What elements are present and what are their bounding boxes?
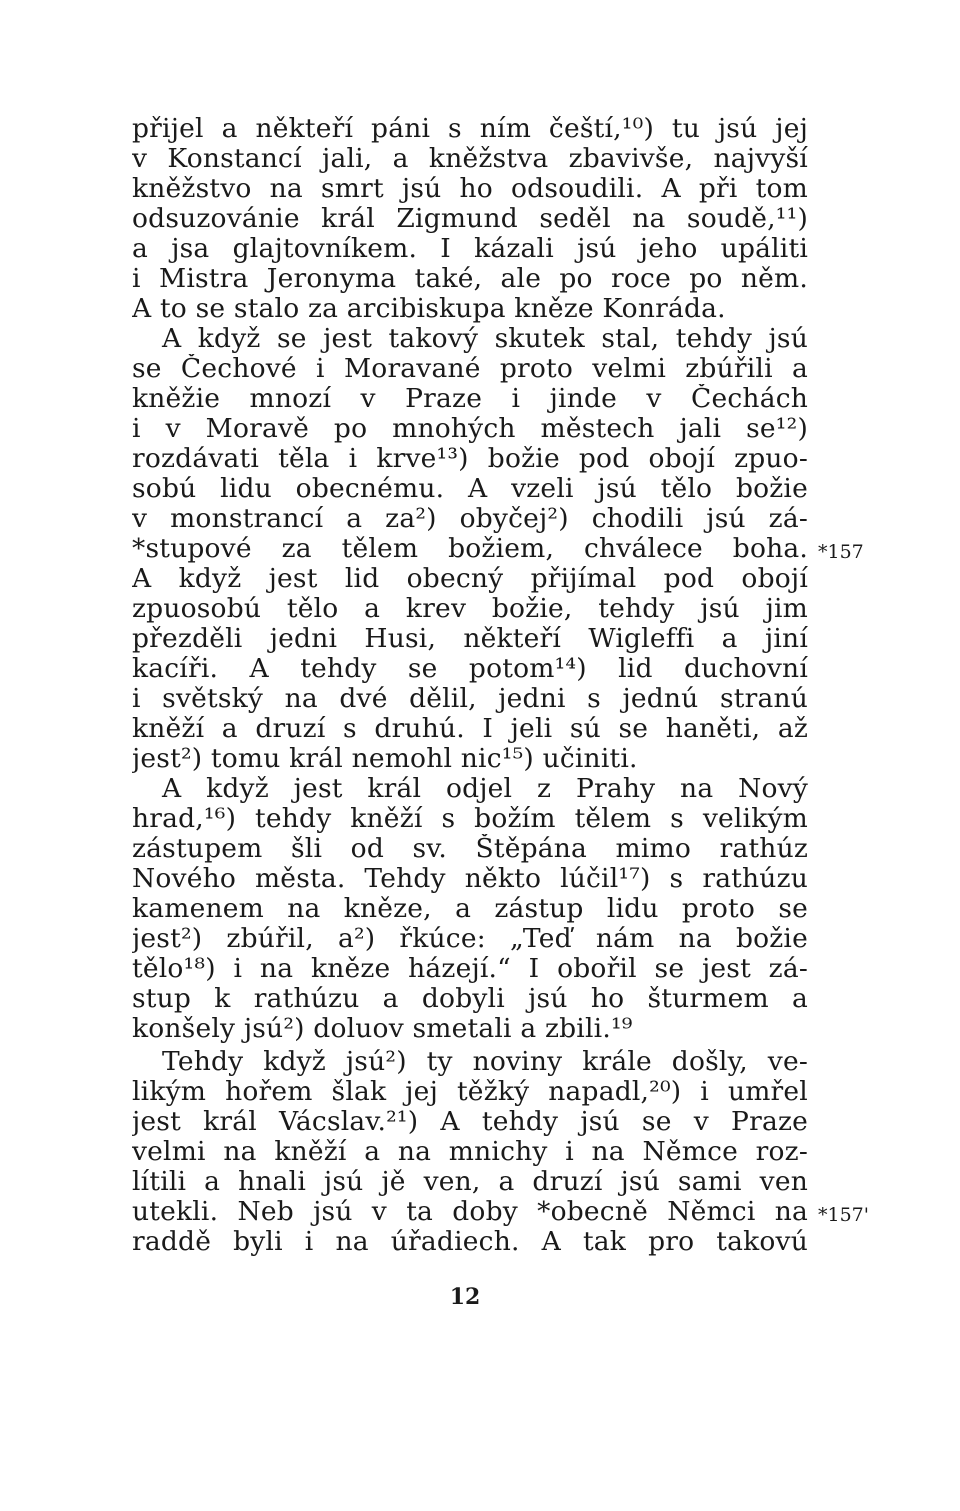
text-line: A když jest lid obecný přijímal pod obojí bbox=[132, 564, 808, 594]
text-line: *stupové za tělem božiem, chválece boha. bbox=[132, 534, 808, 564]
text-line: sobú lidu obecnému. A vzeli jsú tělo božie bbox=[132, 474, 808, 504]
text-line: a jsa glajtovníkem. I kázali jsú jeho upáliti bbox=[132, 234, 808, 264]
text-line: se Čechové i Moravané proto velmi zbúřili a bbox=[132, 354, 808, 384]
text-line: kacíři. A tehdy se potom¹⁴) lid duchovní bbox=[132, 654, 808, 684]
text-line: velmi na kněží a na mnichy i na Němce roz- bbox=[132, 1137, 808, 1167]
text-line: kněží a druzí s druhú. I jeli sú se haněti, až bbox=[132, 714, 808, 744]
text-line: zpuosobú tělo a krev božie, tehdy jsú jim bbox=[132, 594, 808, 624]
text-line: i v Moravě po mnohých městech jali se¹²) bbox=[132, 414, 808, 444]
text-line: rozdávati těla i krve¹³) božie pod obojí zpuo- bbox=[132, 444, 808, 474]
paragraph-start-line: Tehdy když jsú²) ty noviny krále došly, ve- bbox=[162, 1047, 808, 1077]
paragraph-start-line: A když se jest takový skutek stal, tehdy jsú bbox=[162, 324, 808, 354]
text-line: přijel a někteří páni s ním čeští,¹⁰) tu jsú jej bbox=[132, 114, 808, 144]
page-number: 12 bbox=[449, 1284, 481, 1310]
text-line: kněžstvo na smrt jsú ho odsoudili. A při tom bbox=[132, 174, 808, 204]
text-line: přezděli jedni Husi, někteří Wigleffi a jiní bbox=[132, 624, 808, 654]
text-line: i Mistra Jeronyma také, ale po roce po něm. bbox=[132, 264, 808, 294]
text-line: jest²) zbúřil, a²) řkúce: „Teď nám na božie bbox=[132, 924, 808, 954]
text-line: tělo¹⁸) i na kněze házejí.“ I obořil se jest zá- bbox=[132, 954, 808, 984]
text-line: Nového města. Tehdy někto lúčil¹⁷) s rathúzu bbox=[132, 864, 808, 894]
text-line: stup k rathúzu a dobyli jsú ho šturmem a bbox=[132, 984, 808, 1014]
text-line: jest²) tomu král nemohl nic¹⁵) učiniti. bbox=[132, 744, 638, 774]
text-line: odsuzovánie král Zigmund seděl na soudě,¹¹) bbox=[132, 204, 808, 234]
text-line: v Konstancí jali, a kněžstva zbavivše, najvyší bbox=[132, 144, 808, 174]
text-line: kněžie mnozí v Praze i jinde v Čechách bbox=[132, 384, 808, 414]
text-line: v monstrancí a za²) obyčej²) chodili jsú zá- bbox=[132, 504, 808, 534]
text-line: A to se stalo za arcibiskupa kněze Konráda. bbox=[132, 294, 726, 324]
paragraph-start-line: A když jest král odjel z Prahy na Nový bbox=[162, 774, 808, 804]
text-line: kamenem na kněze, a zástup lidu proto se bbox=[132, 894, 808, 924]
text-line: konšely jsú²) doluov smetali a zbili.¹⁹ bbox=[132, 1014, 633, 1044]
text-line: hrad,¹⁶) tehdy kněží s božím tělem s velikým bbox=[132, 804, 808, 834]
text-line: utekli. Neb jsú v ta doby *obecně Němci na bbox=[132, 1197, 808, 1227]
text-line: zástupem šli od sv. Štěpána mimo rathúz bbox=[132, 834, 808, 864]
margin-page-reference: *157' bbox=[818, 1204, 869, 1226]
margin-page-reference: *157 bbox=[818, 541, 864, 563]
text-line: i světský na dvé dělil, jedni s jednú stranú bbox=[132, 684, 808, 714]
text-line: jest král Vácslav.²¹) A tehdy jsú se v Praze bbox=[132, 1107, 808, 1137]
text-line: raddě byli i na úřadiech. A tak pro takovú bbox=[132, 1227, 808, 1257]
text-line: lítili a hnali jsú jě ven, a druzí jsú sami ven bbox=[132, 1167, 808, 1197]
text-line: likým hořem šlak jej těžký napadl,²⁰) i umřel bbox=[132, 1077, 808, 1107]
